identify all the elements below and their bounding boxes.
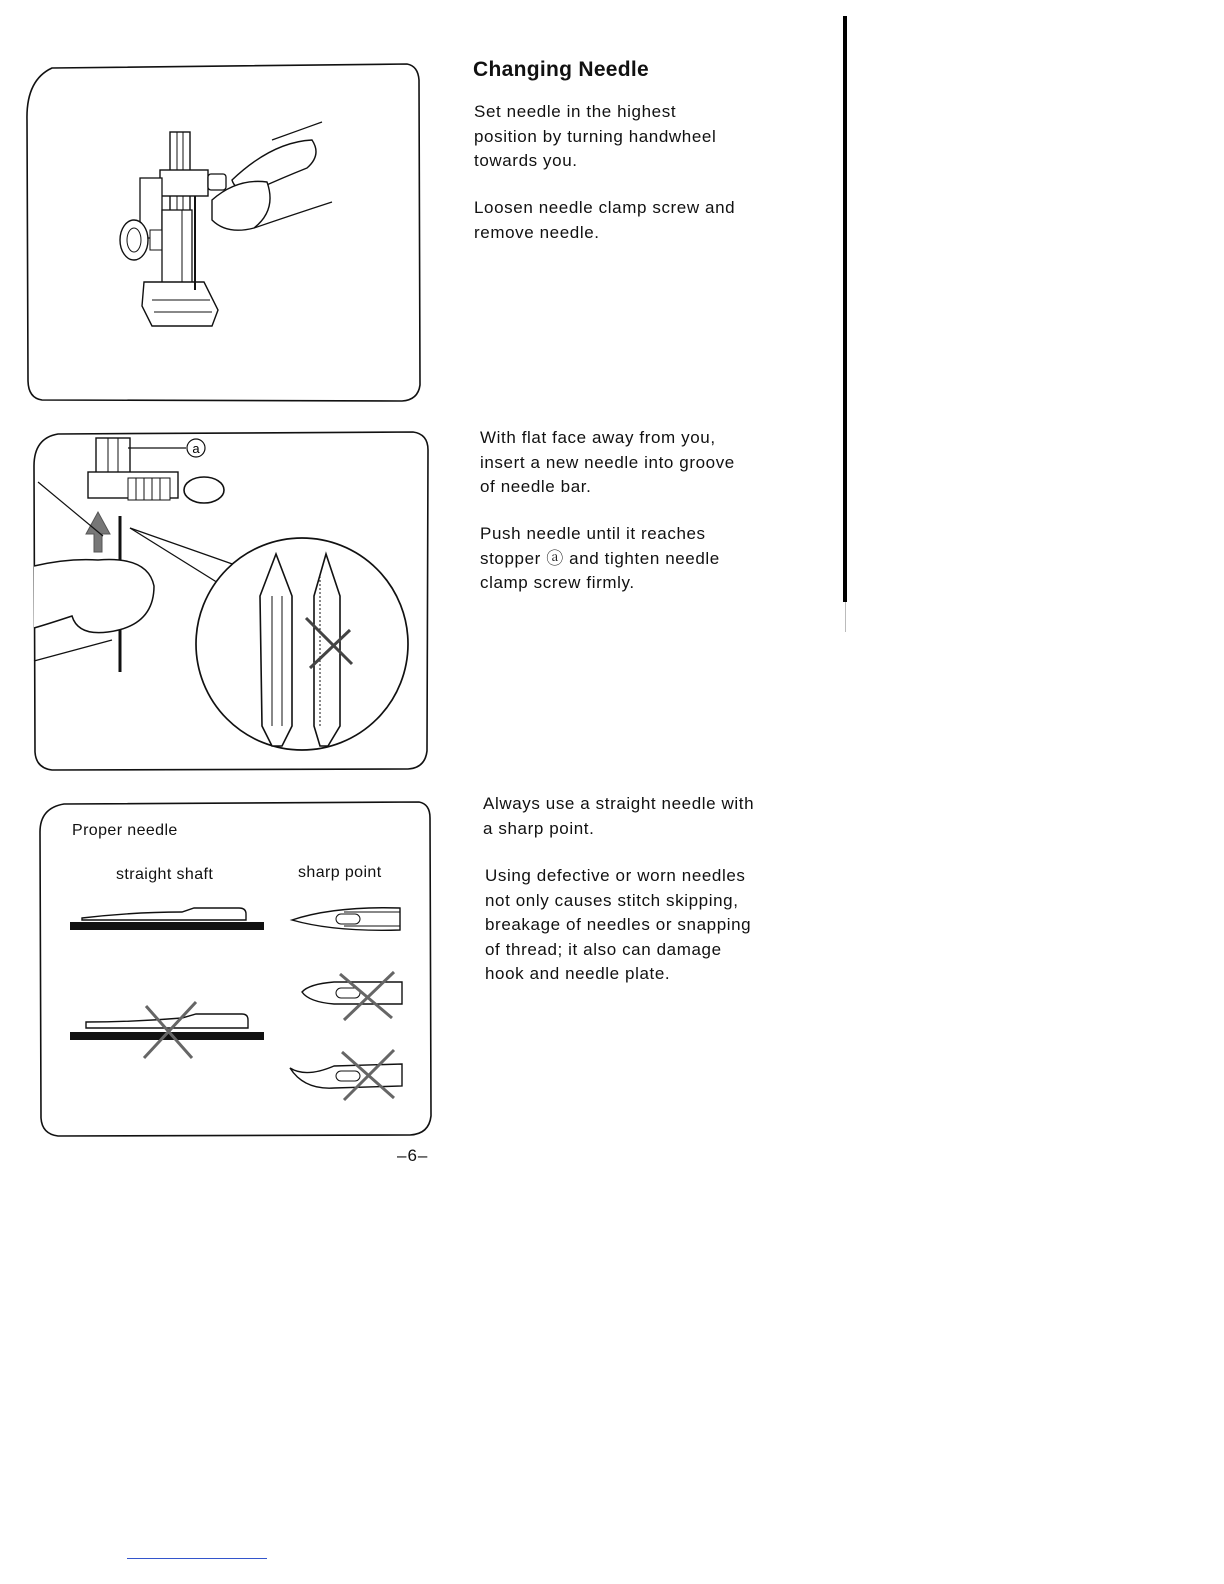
paragraph-defective-needles: Using defective or worn needles not only causes stitch skipping, breakage of needles or snapping of thread; it also can damage hook and needle plate. bbox=[485, 866, 752, 983]
paragraph-insert-needle: With flat face away from you, insert a new needle into groove of needle bar. bbox=[480, 428, 735, 496]
figure-proper-needle bbox=[34, 796, 434, 1138]
page-title: Changing Needle bbox=[473, 58, 650, 81]
paragraph-straight-needle: Always use a straight needle with a sharp point. bbox=[483, 794, 755, 838]
margin-rule-tail bbox=[845, 602, 846, 632]
page-number: –6– bbox=[397, 1146, 429, 1165]
paragraph-push-needle: Push needle until it reaches stopper ⓐ and tighten needle clamp screw firmly. bbox=[480, 524, 720, 592]
figure-insert-needle-illustration bbox=[28, 426, 433, 776]
margin-rule bbox=[843, 16, 847, 602]
figure-loosen-needle-illustration bbox=[22, 60, 427, 405]
footer-rule bbox=[127, 1558, 267, 1559]
straight-shaft-label: straight shaft bbox=[116, 866, 214, 883]
proper-needle-label: Proper needle bbox=[72, 822, 178, 839]
paragraph-set-needle: Set needle in the highest position by turning handwheel towards you. bbox=[474, 102, 717, 170]
sharp-point-label: sharp point bbox=[298, 864, 382, 881]
paragraph-loosen-screw: Loosen needle clamp screw and remove needle. bbox=[474, 198, 736, 242]
stopper-callout-letter: a bbox=[192, 441, 200, 456]
